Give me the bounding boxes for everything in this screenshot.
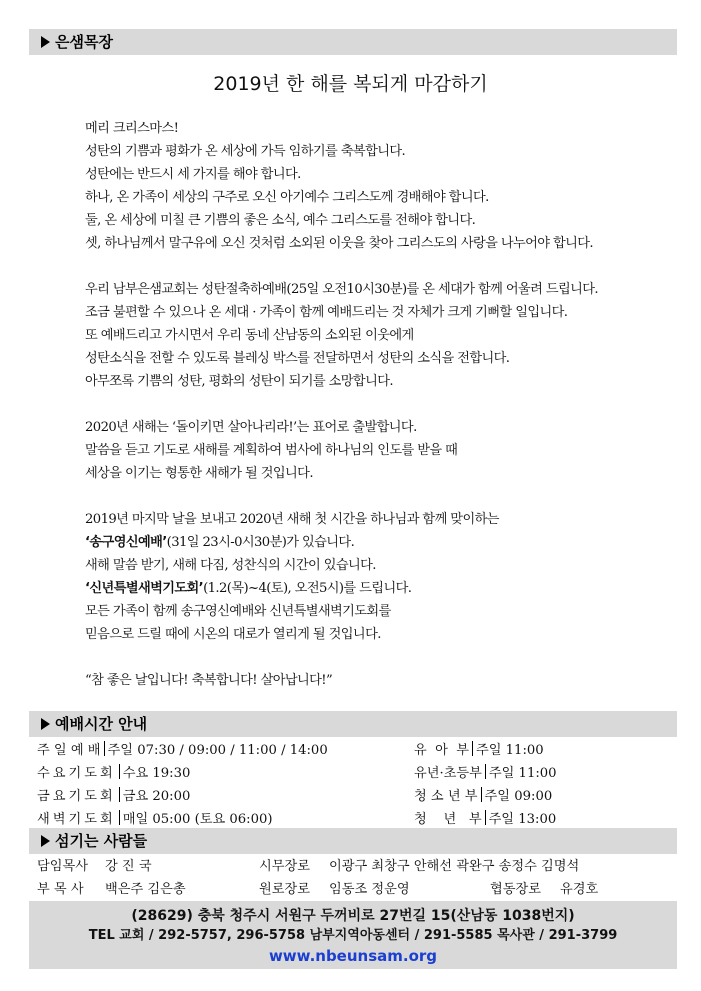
schedule-entry (37, 739, 328, 762)
divider (481, 787, 482, 802)
schedule-time: 주일 07:30 / 09:00 / 11:00 / 14:00 (107, 743, 328, 758)
schedule-entry (414, 739, 544, 762)
schedule-label: 청 년 부 (414, 812, 482, 827)
letter-line: 2020년 새해는 ‘돌이키면 살아나리라!’는 표어로 출발합니다. (85, 420, 417, 435)
letter-line: 조금 불편할 수 있으나 온 세대 · 가족이 함께 예배드리는 것 자체가 크게 기뻐할 일입니다. (85, 305, 568, 320)
service-name-dawn-prayer: ‘신년특별새벽기도회’ (85, 581, 204, 596)
schedule-entry (37, 762, 190, 785)
divider (119, 787, 120, 802)
letter-paragraph-2 (85, 278, 675, 393)
staff-role: 담임목사 (37, 859, 88, 874)
letter-line: 믿음으로 드릴 때에 시온의 대로가 열리게 될 것입니다. (85, 627, 381, 642)
staff-role: 원로장로 (259, 882, 310, 897)
schedule-time: 주일 11:00 (488, 766, 557, 781)
service-details: (31일 23시-0시30분)가 있습니다. (166, 535, 355, 550)
staff-role: 부 목 사 (37, 882, 84, 897)
staff-names: 이광구 최창구 안해선 곽완구 송정수 김명석 (329, 859, 580, 874)
triangle-right-icon (41, 718, 50, 730)
schedule-label: 청 소 년 부 (414, 789, 478, 804)
section-header-label: 은샘목장 (55, 33, 113, 51)
schedule-entry (414, 762, 557, 785)
divider (119, 810, 120, 825)
staff-names: 유경호 (560, 882, 599, 897)
schedule-label: 금요기도회 (37, 789, 116, 804)
triangle-right-icon (41, 835, 50, 847)
letter-line: 아무쪼록 기쁨의 성탄, 평화의 성탄이 되기를 소망합니다. (85, 374, 393, 389)
letter-line (85, 577, 675, 600)
schedule-time: 주일 11:00 (476, 743, 544, 758)
letter-line (85, 531, 675, 554)
schedule-time: 주일 09:00 (484, 789, 553, 804)
staff-names: 임동조 정운영 (329, 882, 410, 897)
worship-schedule (37, 739, 657, 831)
staff-role: 시무장로 (259, 859, 310, 874)
schedule-entry (37, 785, 190, 808)
letter-line: 모든 가족이 함께 송구영신예배와 신년특별새벽기도회를 (85, 604, 391, 619)
letter-line: 메리 크리스마스! (85, 121, 179, 136)
schedule-row (37, 785, 657, 808)
pastor-letter (85, 117, 675, 715)
staff-role: 협동장로 (490, 882, 541, 897)
staff-names: 강 진 국 (105, 859, 152, 874)
letter-line: 새해 말씀 받기, 새해 다짐, 성찬식의 시간이 있습니다. (85, 558, 376, 573)
letter-line: 또 예배드리고 가시면서 우리 동네 산남동의 소외된 이웃에게 (85, 328, 414, 343)
letter-paragraph-3 (85, 416, 675, 485)
divider (485, 764, 486, 779)
schedule-row (37, 739, 657, 762)
section-header-servants (29, 828, 677, 854)
schedule-label: 새벽기도회 (37, 812, 116, 827)
letter-line: 둘, 온 세상에 미칠 큰 기쁨의 좋은 소식, 예수 그리스도를 전해야 합니다. (85, 213, 476, 228)
schedule-time: 주일 13:00 (488, 812, 557, 827)
letter-line: 우리 남부은샘교회는 성탄절축하예배(25일 오전10시30분)를 온 세대가 함께 어울려 드립니다. (85, 282, 599, 297)
letter-paragraph-1 (85, 117, 675, 255)
divider (104, 741, 105, 756)
church-address: (28629) 충북 청주시 서원구 두꺼비로 27번길 15(산남동 1038번지) (131, 908, 575, 924)
schedule-entry (414, 785, 552, 808)
section-header-label: 예배시간 안내 (55, 715, 148, 733)
letter-paragraph-4 (85, 508, 675, 646)
schedule-row (37, 762, 657, 785)
triangle-right-icon (41, 36, 50, 48)
divider (485, 810, 486, 825)
staff-row (37, 878, 657, 901)
letter-line: 말씀을 듣고 기도로 새해를 계획하여 범사에 하나님의 인도를 받을 때 (85, 443, 458, 458)
schedule-time: 금요 20:00 (122, 789, 191, 804)
staff-names: 백은주 김은총 (105, 882, 186, 897)
schedule-label: 유년·초등부 (414, 766, 482, 781)
church-phone: TEL 교회 / 292-5757, 296-5758 남부지역아동센터 / 291-5585 목사관 / 291-3799 (88, 928, 618, 943)
closing-line: “참 좋은 날입니다! 축복합니다! 살아납니다!” (85, 673, 333, 688)
schedule-label: 수요기도회 (37, 766, 116, 781)
divider (472, 741, 473, 756)
service-name-new-year-eve: ‘송구영신예배’ (85, 535, 167, 550)
page-title: 2019년 한 해를 복되게 마감하기 (213, 73, 488, 95)
schedule-time: 매일 05:00 (토요 06:00) (122, 812, 273, 827)
letter-paragraph-closing (85, 669, 675, 692)
letter-line: 성탄의 기쁨과 평화가 온 세상에 가득 임하기를 축복합니다. (85, 144, 406, 159)
schedule-time: 수요 19:30 (122, 766, 191, 781)
staff-list (37, 855, 657, 901)
service-details: (1.2(목)~4(토), 오전5시)를 드립니다. (203, 581, 412, 596)
section-header-worship (29, 711, 677, 737)
letter-line: 성탄에는 반드시 세 가지를 해야 합니다. (85, 167, 301, 182)
letter-line: 세상을 이기는 형통한 새해가 될 것입니다. (85, 466, 313, 481)
church-footer (29, 901, 677, 969)
staff-row (37, 855, 657, 878)
letter-line: 성탄소식을 전할 수 있도록 블레싱 박스를 전달하면서 성탄의 소식을 전합니다. (85, 351, 510, 366)
schedule-label: 유 아 부 (414, 743, 469, 758)
letter-line: 셋, 하나님께서 말구유에 오신 것처럼 소외된 이웃을 찾아 그리스도의 사랑을 나누어야 합니다. (85, 236, 593, 251)
letter-line: 2019년 마지막 날을 보내고 2020년 새해 첫 시간을 하나님과 함께 맞이하는 (85, 512, 499, 527)
schedule-label: 주 일 예 배 (37, 743, 101, 758)
section-header-pastor (29, 29, 677, 55)
divider (119, 764, 120, 779)
church-website-link[interactable]: www.nbeunsam.org (268, 947, 438, 965)
section-header-label: 섬기는 사람들 (55, 832, 148, 850)
letter-line: 하나, 온 가족이 세상의 구주로 오신 아기예수 그리스도께 경배해야 합니다. (85, 190, 489, 205)
